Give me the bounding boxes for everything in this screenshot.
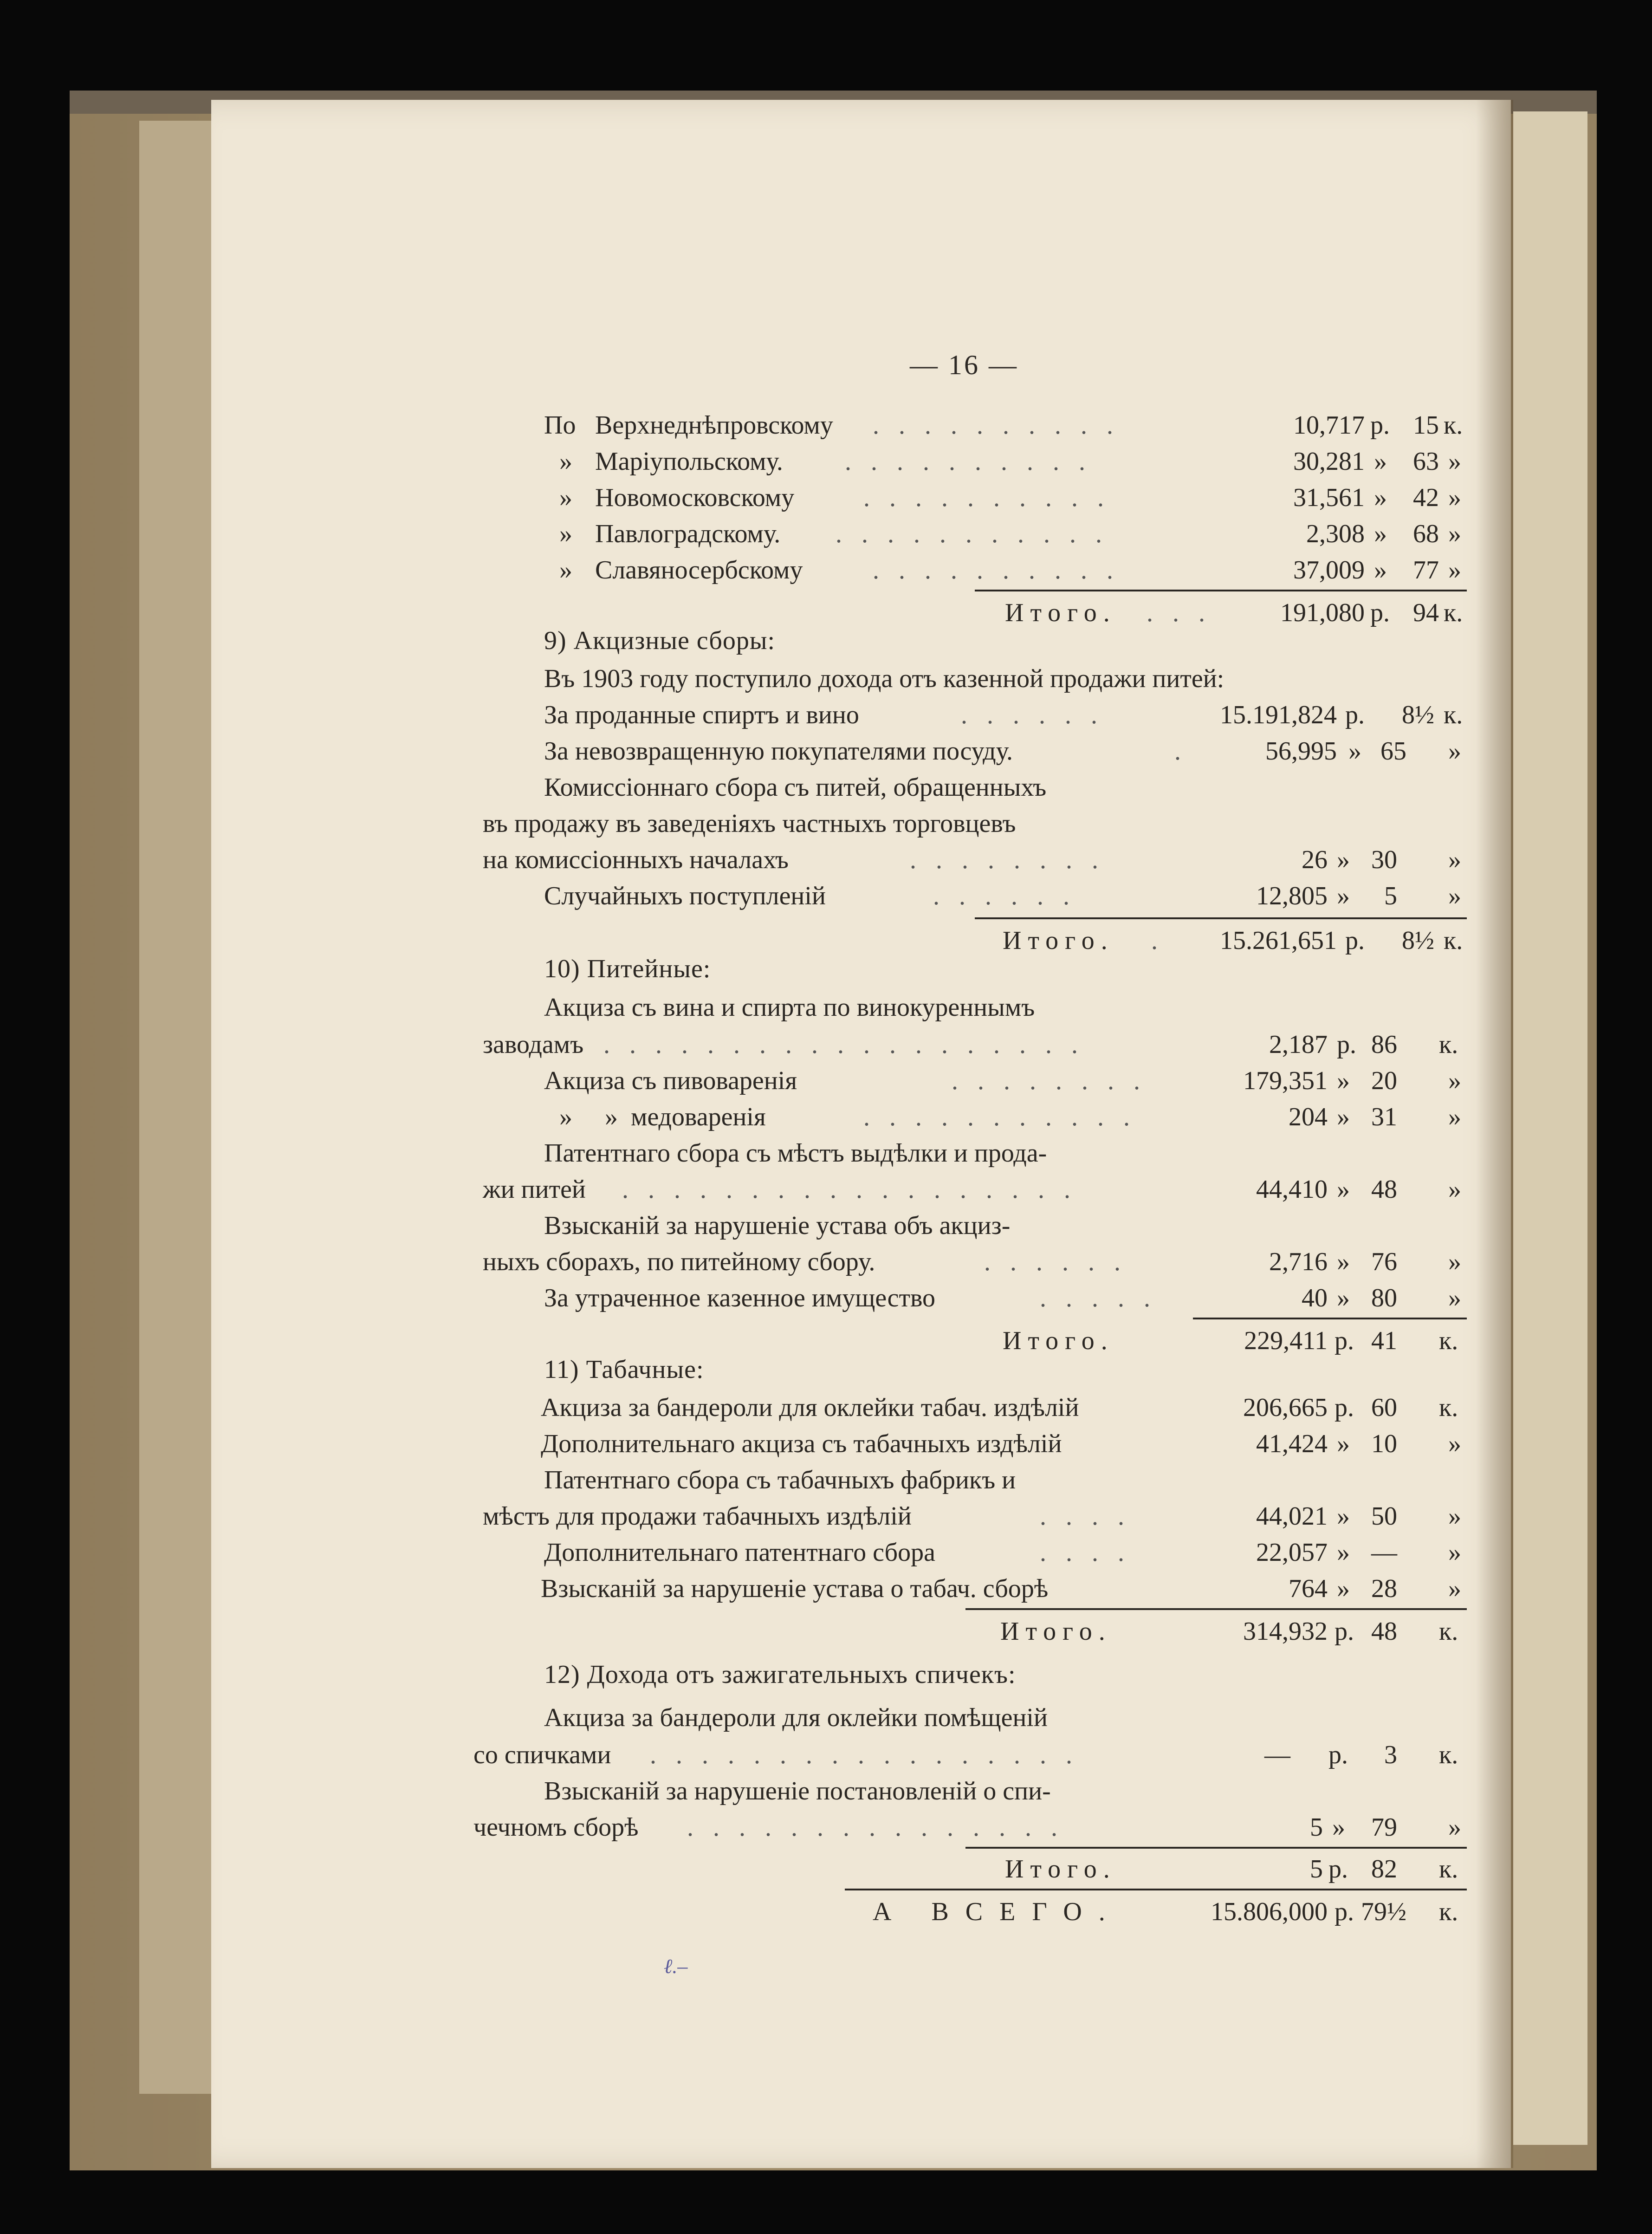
rubles-value: 22,057 [1256, 1538, 1328, 1567]
rubles-value: 31,561 [1293, 483, 1365, 512]
table-row [0, 736, 1652, 773]
leader-dots: . . . . . . . . . . [873, 411, 1120, 440]
rubles-unit: р. [1335, 1393, 1354, 1422]
paragraph-line [0, 1138, 1652, 1175]
kopeks-value: 68 [1413, 520, 1439, 548]
kopeks-unit: к. [1439, 1393, 1458, 1422]
rubles-unit: » [1337, 882, 1350, 910]
row-label: За невозвращенную покупателями посуду. [544, 737, 1013, 766]
row-label-line2: въ продажу въ заведеніяхъ частныхъ торговцевъ [483, 809, 1016, 838]
rubles-unit: » [1348, 737, 1361, 766]
kopeks-value: 3 [1384, 1740, 1397, 1769]
row-label: Дополнительнаго акциза съ табачныхъ издѣлій [541, 1429, 1062, 1458]
row-label-line1: Патентнаго сбора съ мѣстъ выдѣлки и прода- [544, 1139, 1047, 1168]
leader-dots: . . . . . . . . . . . . . . . . . . [622, 1175, 1077, 1204]
kopeks-unit: к. [1439, 1030, 1458, 1059]
leader-dots: . . . . . . . . . . . . . . . [687, 1813, 1064, 1842]
row-label-line3: на комиссіонныхъ началахъ [483, 845, 789, 874]
table-row [0, 1066, 1652, 1102]
kopeks-value: 60 [1371, 1393, 1397, 1422]
table-row [0, 483, 1652, 519]
row-label: За утраченное казенное имущество [544, 1284, 936, 1312]
rubles-value: 2,187 [1269, 1030, 1328, 1059]
rubles-unit: » [1374, 556, 1387, 584]
rubles-value: 2,716 [1269, 1247, 1328, 1276]
row-label: Акциза за бандероли для оклейки табач. издѣлій [541, 1393, 1079, 1422]
rubles-unit: р. [1370, 411, 1390, 440]
leader-dots: . . . . . . . . . . . [863, 1103, 1136, 1131]
rubles-unit: » [1337, 1247, 1350, 1276]
kopeks-value: 63 [1413, 447, 1439, 476]
kopeks-unit: » [1448, 1574, 1461, 1603]
rubles-value: 764 [1289, 1574, 1328, 1603]
table-row [0, 1247, 1652, 1283]
kopeks-unit: » [1448, 1502, 1461, 1531]
table-row [0, 1175, 1652, 1211]
row-label-line2: ныхъ сборахъ, по питейному сбору. [483, 1247, 875, 1276]
rubles-value: 191,080 [1280, 598, 1365, 627]
leader-dots: . . . . [1040, 1502, 1131, 1531]
rubles-unit: » [1374, 483, 1387, 512]
rubles-unit: р. [1335, 1617, 1354, 1646]
rubles-value: 15.191,824 [1220, 701, 1337, 729]
kopeks-value: 42 [1413, 483, 1439, 512]
kopeks-value: 48 [1371, 1175, 1397, 1204]
kopeks-unit: к. [1444, 701, 1463, 729]
row-label-line1: Взысканій за нарушеніе устава объ акциз- [544, 1211, 1011, 1240]
kopeks-unit: к. [1439, 1326, 1458, 1355]
paragraph-line [0, 809, 1652, 845]
rubles-unit: » [1337, 1538, 1350, 1567]
table-row [0, 1538, 1652, 1574]
table-row [0, 1574, 1652, 1610]
row-label-line2: чечномъ сборѣ [473, 1813, 639, 1842]
rubles-unit: р. [1328, 1855, 1348, 1883]
paragraph-line [0, 1703, 1652, 1739]
kopeks-unit: » [1448, 1813, 1461, 1842]
paragraph-line [0, 773, 1652, 809]
kopeks-value: 94 [1413, 598, 1439, 627]
kopeks-unit: » [1448, 1066, 1461, 1095]
rubles-unit: » [1337, 845, 1350, 874]
row-label-line2: жи питей [483, 1175, 586, 1204]
leader-dots: . . . . . . . . . . [873, 556, 1120, 584]
row-label: Верхнеднѣпровскому [595, 411, 833, 440]
row-label: Случайныхъ поступленій [544, 882, 826, 910]
rubles-value: 15.261,651 [1220, 926, 1337, 955]
kopeks-value: 8½ [1402, 926, 1434, 955]
kopeks-value: 50 [1371, 1502, 1397, 1531]
pencil-annotation: ℓ.– [664, 1955, 688, 1978]
row-label-line1: Комиссіоннаго сбора съ питей, обращенныхъ [544, 773, 1047, 802]
table-row [0, 1501, 1652, 1538]
kopeks-value: 65 [1380, 737, 1406, 766]
kopeks-value: 31 [1371, 1103, 1397, 1131]
page-number: — 16 — [910, 350, 1018, 380]
section-title: 9) Акцизные сборы: [544, 626, 776, 655]
kopeks-value: 80 [1371, 1284, 1397, 1312]
kopeks-unit: к. [1439, 1617, 1458, 1646]
row-prefix: » [559, 483, 572, 512]
row-label-line2: со спичками [473, 1740, 611, 1769]
kopeks-value: — [1371, 1538, 1397, 1567]
kopeks-value: 76 [1371, 1247, 1397, 1276]
section-title: 11) Табачные: [544, 1355, 704, 1384]
row-prefix: По [544, 411, 576, 440]
row-label: » » медоваренія [559, 1103, 766, 1131]
section-heading [0, 954, 1652, 990]
section-title: 12) Дохода отъ зажигательныхъ спичекъ: [544, 1660, 1016, 1689]
table-row [0, 1030, 1652, 1066]
rubles-value: 56,995 [1265, 737, 1337, 766]
section-title: 10) Питейные: [544, 955, 711, 983]
row-label: Новомосковскому [595, 483, 795, 512]
kopeks-unit: » [1448, 447, 1461, 476]
leader-dots: . . . . . . [933, 882, 1076, 910]
kopeks-unit: » [1448, 1247, 1461, 1276]
leader-dots: . . . [1147, 598, 1211, 627]
paragraph-line [0, 664, 1652, 700]
leader-dots: . . . . [1040, 1538, 1131, 1567]
kopeks-value: 8½ [1402, 701, 1434, 729]
leader-dots: . . . . . . . . . . [863, 483, 1110, 512]
kopeks-value: 79½ [1361, 1897, 1406, 1926]
total-label: Итого. [1005, 598, 1116, 627]
table-row [0, 1102, 1652, 1138]
row-label: Акциза съ пивоваренія [544, 1066, 797, 1095]
kopeks-value: 77 [1413, 556, 1439, 584]
kopeks-unit: » [1448, 520, 1461, 548]
table-row [0, 1740, 1652, 1776]
rubles-unit: » [1337, 1429, 1350, 1458]
section-intro: Въ 1903 году поступило дохода отъ казенной продажи питей: [544, 664, 1224, 693]
kopeks-value: 30 [1371, 845, 1397, 874]
rubles-value: 37,009 [1293, 556, 1365, 584]
row-prefix: » [559, 520, 572, 548]
table-row [0, 410, 1652, 447]
rubles-unit: р. [1337, 1030, 1356, 1059]
rubles-unit: » [1337, 1066, 1350, 1095]
kopeks-value: 48 [1371, 1617, 1397, 1646]
kopeks-value: 10 [1371, 1429, 1397, 1458]
rubles-unit: » [1337, 1284, 1350, 1312]
leader-dots: . . . . . . . . . . [845, 447, 1092, 476]
rubles-unit: » [1337, 1502, 1350, 1531]
leader-dots: . . . . . . . . . . . . . . . . . . . [603, 1030, 1084, 1059]
rubles-value: — [1264, 1740, 1290, 1769]
section-heading [0, 1660, 1652, 1696]
leader-dots: . . . . . . . . . . . . . . . . . [650, 1740, 1079, 1769]
rubles-unit: » [1337, 1103, 1350, 1131]
rubles-unit: р. [1335, 1326, 1354, 1355]
rubles-unit: р. [1328, 1740, 1348, 1769]
kopeks-unit: к. [1444, 598, 1463, 627]
leader-dots: . . . . . . [984, 1247, 1127, 1276]
leader-dots: . . . . . . . . . . . [836, 520, 1108, 548]
paragraph-line [0, 1465, 1652, 1501]
kopeks-value: 82 [1371, 1855, 1397, 1883]
kopeks-unit: » [1448, 556, 1461, 584]
rubles-value: 206,665 [1243, 1393, 1328, 1422]
row-label: Павлоградскому. [595, 520, 781, 548]
total-row [0, 1617, 1652, 1653]
kopeks-unit: » [1448, 1175, 1461, 1204]
kopeks-unit: к. [1439, 1855, 1458, 1883]
rubles-value: 30,281 [1293, 447, 1365, 476]
leader-dots: . . . . . . . . [952, 1066, 1147, 1095]
leader-dots: . . . . . [1040, 1284, 1157, 1312]
table-row [0, 845, 1652, 881]
paragraph-line [0, 1776, 1652, 1812]
table-row [0, 700, 1652, 736]
rubles-unit: р. [1345, 701, 1365, 729]
kopeks-unit: » [1448, 1284, 1461, 1312]
section-heading [0, 1355, 1652, 1391]
row-label-line1: Взысканій за нарушеніе постановленій о спи- [544, 1777, 1051, 1805]
paragraph-line [0, 993, 1652, 1029]
rubles-unit: » [1374, 447, 1387, 476]
rubles-value: 5 [1310, 1813, 1323, 1842]
row-label: Славяносербскому [595, 556, 803, 584]
total-label: Итого. [1003, 1326, 1114, 1355]
row-label-line2: заводамъ [483, 1030, 584, 1059]
rubles-value: 229,411 [1244, 1326, 1328, 1355]
rubles-value: 26 [1302, 845, 1328, 874]
row-label-line1: Патентнаго сбора съ табачныхъ фабрикъ и [544, 1466, 1016, 1494]
rubles-unit: » [1337, 1574, 1350, 1603]
grand-total-row [0, 1897, 1652, 1933]
grand-total-rule [845, 1889, 1467, 1890]
rubles-value: 40 [1302, 1284, 1328, 1312]
rubles-value: 10,717 [1293, 411, 1365, 440]
kopeks-value: 28 [1371, 1574, 1397, 1603]
rubles-value: 314,932 [1243, 1617, 1328, 1646]
table-row [0, 447, 1652, 483]
row-label-line2: мѣстъ для продажи табачныхъ издѣлій [483, 1502, 912, 1531]
kopeks-value: 20 [1371, 1066, 1397, 1095]
row-prefix: » [559, 556, 572, 584]
kopeks-unit: » [1448, 882, 1461, 910]
total-row [0, 1854, 1652, 1890]
total-rule [975, 917, 1467, 919]
rubles-value: 179,351 [1243, 1066, 1328, 1095]
rubles-unit: р. [1370, 598, 1390, 627]
kopeks-value: 79 [1371, 1813, 1397, 1842]
table-row [0, 1283, 1652, 1319]
rubles-value: 204 [1289, 1103, 1328, 1131]
rubles-value: 2,308 [1306, 520, 1365, 548]
kopeks-value: 41 [1371, 1326, 1397, 1355]
row-label: Дополнительнаго патентнаго сбора [544, 1538, 935, 1567]
kopeks-value: 15 [1413, 411, 1439, 440]
leader-dots: . . . . . . [961, 701, 1104, 729]
kopeks-unit: » [1448, 1103, 1461, 1131]
kopeks-unit: » [1448, 737, 1461, 766]
leader-dots: . . . . . . . . [910, 845, 1105, 874]
total-rule [965, 1608, 1467, 1610]
table-row [0, 1429, 1652, 1465]
rubles-value: 44,021 [1256, 1502, 1328, 1531]
paragraph-line [0, 1211, 1652, 1247]
rubles-value: 5 [1310, 1855, 1323, 1883]
kopeks-unit: » [1448, 1429, 1461, 1458]
kopeks-value: 86 [1371, 1030, 1397, 1059]
total-rule [975, 590, 1467, 591]
kopeks-unit: к. [1439, 1740, 1458, 1769]
row-label: Маріупольскому. [595, 447, 783, 476]
kopeks-unit: к. [1444, 411, 1463, 440]
table-row [0, 881, 1652, 917]
rubles-unit: » [1337, 1175, 1350, 1204]
row-label: Взысканій за нарушеніе устава о табач. сборѣ [541, 1574, 1049, 1603]
total-label: Итого. [1003, 926, 1114, 955]
row-label-line1: Акциза за бандероли для оклейки помѣщеній [544, 1703, 1048, 1732]
table-row [0, 555, 1652, 591]
table-row [0, 1393, 1652, 1429]
total-label: Итого. [1005, 1855, 1116, 1883]
row-label-line1: Акциза съ вина и спирта по винокуреннымъ [544, 993, 1035, 1022]
rubles-value: 44,410 [1256, 1175, 1328, 1204]
table-row [0, 1812, 1652, 1849]
kopeks-unit: » [1448, 1538, 1461, 1567]
row-prefix: » [559, 447, 572, 476]
kopeks-unit: к. [1439, 1897, 1458, 1926]
leader-dots: . [1151, 926, 1164, 955]
rubles-unit: » [1374, 520, 1387, 548]
total-rule [965, 1847, 1467, 1849]
rubles-unit: » [1332, 1813, 1345, 1842]
rubles-value: 41,424 [1256, 1429, 1328, 1458]
kopeks-value: 5 [1384, 882, 1397, 910]
grand-total-label: А ВСЕГО. [873, 1897, 1122, 1926]
rubles-value: 12,805 [1256, 882, 1328, 910]
rubles-value: 15.806,000 [1211, 1897, 1328, 1926]
total-label: Итого. [1000, 1617, 1112, 1646]
total-rule [1193, 1318, 1467, 1319]
table-row [0, 519, 1652, 555]
rubles-unit: р. [1335, 1897, 1354, 1926]
leader-dots: . [1174, 737, 1187, 766]
section-heading [0, 626, 1652, 662]
kopeks-unit: » [1448, 483, 1461, 512]
kopeks-unit: к. [1444, 926, 1463, 955]
rubles-unit: р. [1345, 926, 1365, 955]
row-label: За проданные спиртъ и вино [544, 701, 859, 729]
kopeks-unit: » [1448, 845, 1461, 874]
